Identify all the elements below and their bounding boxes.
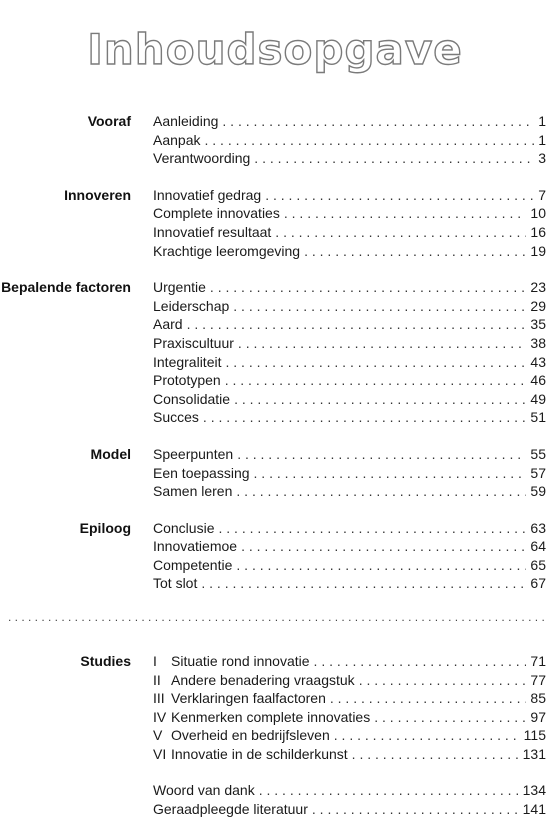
entry-page-number: 49 [530,390,546,407]
section-entries [153,112,546,168]
dot-leader [265,186,534,205]
entry-page-number: 29 [530,297,546,314]
section-label: Studies [80,653,131,669]
toc-section [0,278,550,427]
entry-page-number: 141 [522,800,546,817]
entry-page-number: 3 [538,150,546,167]
entry-number: III [153,690,165,707]
entry-title: Een toepassing [153,464,250,481]
entry-title: Aanpak [153,131,201,148]
toc-entry[interactable] [153,671,546,690]
dot-leader [284,204,527,223]
section-entries [153,781,546,818]
toc-section [0,186,550,260]
entry-title: Geraadpleegde literatuur [153,800,308,817]
toc-section [0,519,550,593]
toc-entry[interactable] [153,726,546,745]
entry-title: Praxiscultuur [153,334,234,351]
dot-leader [236,482,526,501]
entry-title: Situatie rond innovatie [171,653,310,669]
entry-title: Conclusie [153,519,215,536]
section-label: Vooraf [87,113,131,129]
toc-section-studies [0,652,550,764]
entry-page-number: 1 [538,113,546,129]
toc-entry[interactable] [153,371,546,390]
dot-leader [236,556,526,575]
dot-leader [259,781,519,800]
entry-page-number: 131 [522,745,546,762]
toc-section [0,445,550,501]
dot-leader [233,297,526,316]
dot-leader [218,519,526,538]
toc-entry[interactable] [153,800,546,819]
entry-title: Overheid en bedrijfsleven [171,727,330,744]
dot-leader [374,708,526,727]
entry-title: Integraliteit [153,353,222,370]
toc-section [0,112,550,168]
toc-entry[interactable] [153,556,546,575]
dotted-divider [8,610,544,624]
entry-page-number: 64 [530,538,546,555]
entry-title: Leiderschap [153,297,230,314]
dot-leader [304,242,526,261]
dot-leader [187,315,527,334]
toc-entry[interactable] [153,537,546,556]
entry-page-number: 1 [538,131,546,148]
toc-entry[interactable] [153,464,546,483]
entry-title: Woord van dank [153,782,255,798]
entry-title: Verklaringen faalfactoren [171,690,326,707]
entry-page-number: 77 [530,671,546,688]
dot-leader [222,112,534,131]
dot-leader [275,223,526,242]
entry-page-number: 65 [530,556,546,573]
entry-title: Innovatief resultaat [153,223,272,240]
toc-entry[interactable] [153,390,546,409]
section-gap [0,427,550,445]
toc-entry[interactable] [153,131,546,150]
dot-leader [210,278,527,297]
page-title: Inhoudsopgave [87,25,463,75]
toc-entry[interactable] [153,745,546,764]
toc-entry[interactable] [153,408,546,427]
entry-title: Competentie [153,556,233,573]
dot-leader [204,131,534,150]
entry-title: Innovatie in de schilderkunst [171,745,348,762]
entry-title: Consolidatie [153,390,231,407]
section-entries [153,652,546,764]
entry-page-number: 71 [530,653,546,669]
entry-title: Krachtige leeromgeving [153,242,301,259]
entry-title: Kenmerken complete innovaties [171,708,371,725]
section-entries [153,519,546,593]
toc-entry[interactable] [153,278,546,297]
dot-leader [352,745,519,764]
section-label: Epiloog [79,519,131,536]
toc-entry[interactable] [153,781,546,800]
dot-leader [334,726,520,745]
entry-page-number: 97 [530,708,546,725]
entry-page-number: 46 [530,372,546,389]
toc-entry[interactable] [153,708,546,727]
section-gap [0,260,550,278]
dot-leader [234,390,526,409]
entry-title: Speerpunten [153,445,234,462]
entry-title: Succes [153,409,199,426]
dot-leader [241,537,526,556]
toc-entry[interactable] [153,482,546,501]
dot-leader [238,334,527,353]
entry-page-number: 57 [530,464,546,481]
entry-title: Verantwoording [153,150,251,167]
entry-page-number: 63 [530,519,546,536]
entry-number: II [153,671,161,688]
section-entries [153,278,546,427]
entry-title: Complete innovaties [153,205,280,222]
toc-entry[interactable] [153,652,546,671]
entry-page-number: 43 [530,353,546,370]
section-gap [0,168,550,186]
dot-leader [225,371,527,390]
section-label: Innoveren [64,186,131,203]
toc-entry[interactable] [153,204,546,223]
entry-title: Aard [153,316,183,333]
entry-page-number: 134 [522,782,546,798]
entry-number: IV [153,708,167,725]
entry-title: Tot slot [153,575,198,592]
entry-page-number: 7 [538,186,546,203]
entry-title: Innovatief gedrag [153,186,262,203]
toc-entry[interactable] [153,334,546,353]
section-label: Bepalende factoren [1,279,131,296]
toc-entry[interactable] [153,149,546,168]
entry-number: I [153,653,157,669]
dot-leader [254,464,527,483]
toc-entry[interactable] [153,574,546,593]
entry-title: Aanleiding [153,113,219,129]
entry-page-number: 67 [530,575,546,592]
dot-leader [203,408,527,427]
entry-title: Innovatiemoe [153,538,238,555]
toc-backmatter [0,781,550,818]
toc-entry[interactable] [153,112,546,131]
entry-page-number: 35 [530,316,546,333]
entry-page-number: 19 [530,242,546,259]
toc-entry[interactable] [153,353,546,372]
toc-entry[interactable] [153,297,546,316]
section-label: Model [90,445,131,462]
section-entries [153,445,546,501]
entry-page-number: 115 [523,727,546,744]
entry-page-number: 38 [530,334,546,351]
dot-leader [237,445,526,464]
dot-leader [254,149,534,168]
entry-number: V [153,727,163,744]
dot-leader [359,671,527,690]
toc-main [0,112,550,593]
entry-page-number: 55 [530,445,546,462]
entry-number: VI [153,745,167,762]
section-gap [0,501,550,519]
entry-page-number: 59 [530,483,546,500]
toc-entry[interactable] [153,186,546,205]
toc-entry[interactable] [153,223,546,242]
dot-leader [201,574,526,593]
dot-leader [225,353,526,372]
entry-page-number: 85 [530,690,546,707]
dot-leader [314,652,527,671]
toc-entry[interactable] [153,689,546,708]
dot-leader [312,800,519,819]
toc-entry[interactable] [153,315,546,334]
entry-title: Andere benadering vraagstuk [171,671,355,688]
entry-page-number: 23 [530,279,546,296]
entry-page-number: 51 [530,409,546,426]
entry-title: Samen leren [153,483,233,500]
section-entries [153,186,546,260]
entry-title: Urgentie [153,279,206,296]
toc-entry[interactable] [153,242,546,261]
entry-page-number: 16 [530,223,546,240]
toc-entry[interactable] [153,519,546,538]
entry-title: Prototypen [153,372,221,389]
entry-page-number: 10 [530,205,546,222]
dot-leader [330,689,527,708]
toc-entry[interactable] [153,445,546,464]
